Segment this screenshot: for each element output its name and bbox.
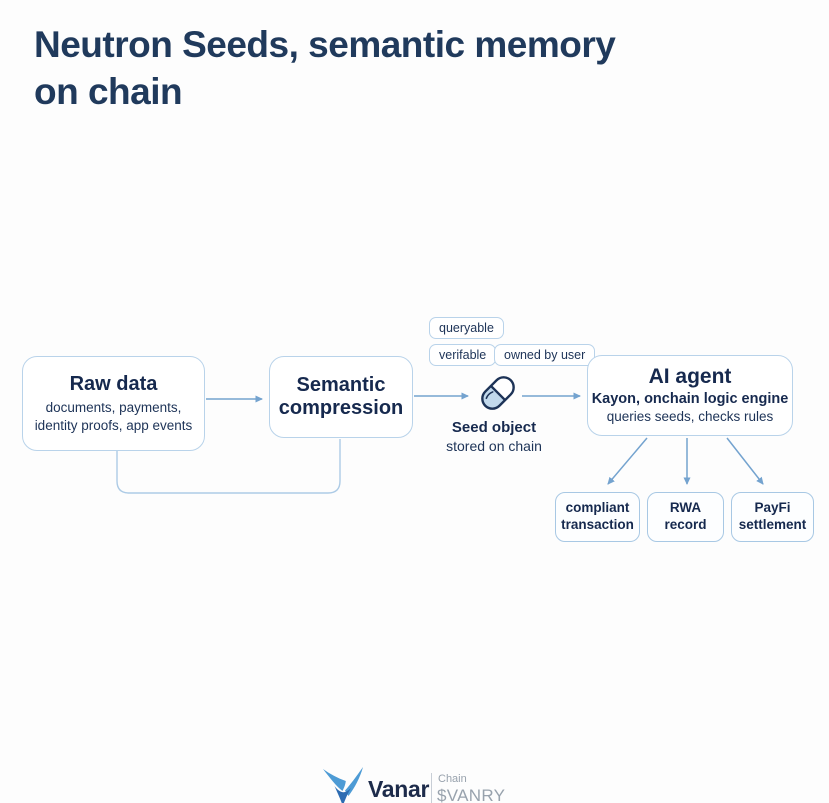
raw-data-subtitle: documents, payments, identity proofs, app events [34,399,193,433]
capsule-icon [474,368,524,418]
ai-agent-title: AI agent [648,365,732,389]
ai-agent-description: queries seeds, checks rules [606,409,774,425]
page-title: Neutron Seeds, semantic memory on chain [34,24,616,112]
tag-owned-by-user: owned by user [494,344,595,366]
arrow-aiagent-to-compliant [608,438,647,484]
seed-object-subtitle: stored on chain [446,438,542,454]
arrow-aiagent-to-payfi [727,438,763,484]
semantic-compression-title: Semantic compression [278,374,404,419]
ai-agent-node [587,355,793,436]
footer-chain-label: Chain [438,773,467,785]
tag-queryable: queryable [429,317,504,339]
vanar-logo-icon [321,766,365,803]
raw-data-node [22,356,205,451]
seed-object-label [424,419,564,454]
output-compliant-transaction: compliant transaction [555,492,640,542]
raw-data-title: Raw data [69,372,158,395]
footer-divider [431,773,432,803]
vanar-brand-name: Vanar [368,776,430,802]
output-payfi-settlement: PayFi settlement [731,492,814,542]
footer-token-label: $VANRY [437,786,506,803]
output-rwa-record: RWA record [647,492,724,542]
ai-agent-subtitle: Kayon, onchain logic engine [591,391,789,408]
seed-object-title: Seed object [451,419,537,436]
tag-verifable: verifable [429,344,496,366]
semantic-compression-node [269,356,413,438]
